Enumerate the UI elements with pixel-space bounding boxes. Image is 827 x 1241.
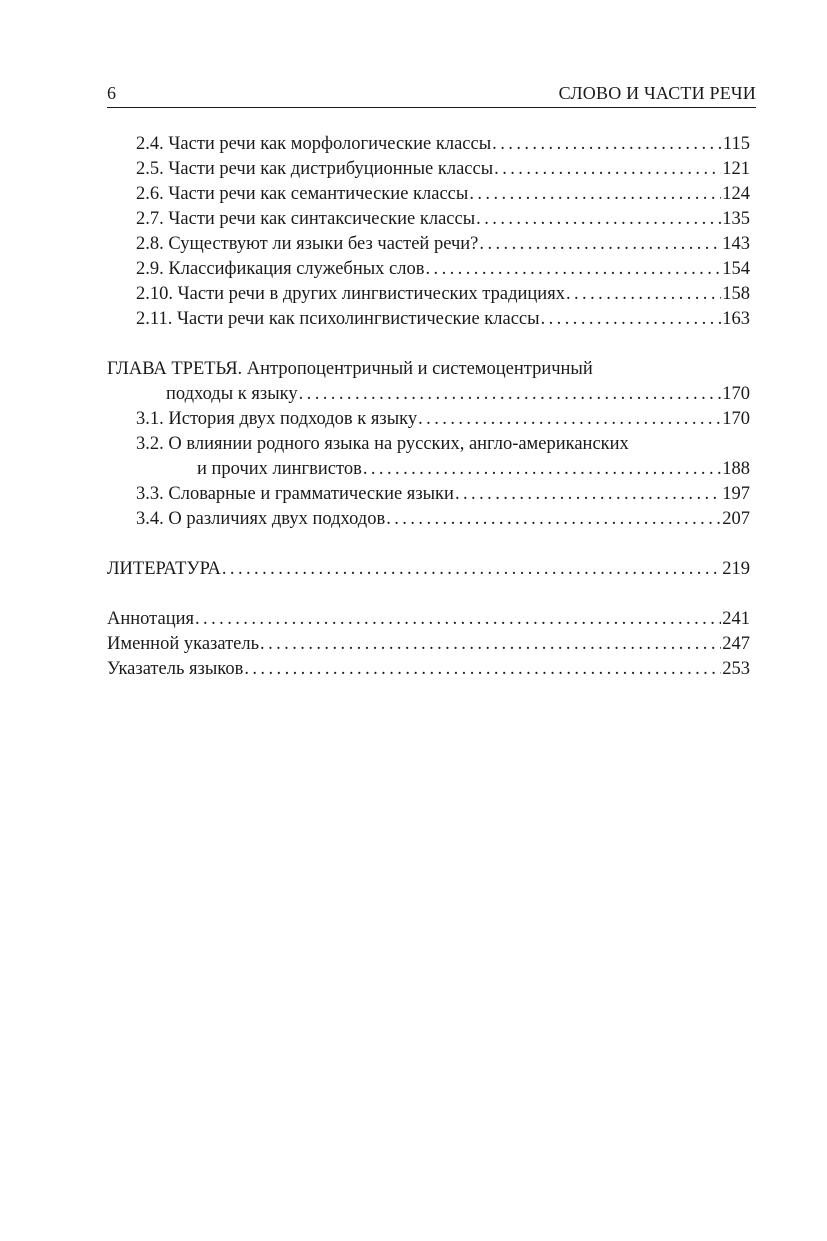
toc-entry-title: 2.4. Части речи как морфологические классы <box>136 134 492 154</box>
toc-entry-chapter-3[interactable] <box>107 382 750 407</box>
toc-entry-page: 207 <box>722 509 750 529</box>
table-of-contents <box>107 132 750 682</box>
toc-entry-2-11[interactable] <box>107 307 750 332</box>
dot-leader <box>244 657 721 682</box>
toc-entry-2-4[interactable] <box>107 132 750 157</box>
toc-entry-literature[interactable] <box>107 557 750 582</box>
running-title: СЛОВО И ЧАСТИ РЕЧИ <box>558 83 756 103</box>
spacer <box>107 332 750 357</box>
toc-entry-page: 170 <box>722 384 750 404</box>
dot-leader <box>494 157 721 182</box>
chapter-3-title-line[interactable]: ГЛАВА ТРЕТЬЯ. Антропоцентричный и системоцентричный <box>107 359 593 379</box>
dot-leader <box>492 132 722 157</box>
toc-entry-name-index[interactable] <box>107 632 750 657</box>
toc-entry-page: 219 <box>722 559 750 579</box>
toc-entry-2-5[interactable] <box>107 157 750 182</box>
toc-entry-title: ЛИТЕРАТУРА <box>107 559 221 579</box>
toc-entry-page: 197 <box>722 484 750 504</box>
toc-entry-page: 135 <box>722 209 750 229</box>
toc-entry-page: 115 <box>722 134 750 154</box>
toc-entry-title: 2.10. Части речи в других лингвистических традициях <box>136 284 565 304</box>
toc-entry-3-2[interactable] <box>107 457 750 482</box>
running-head <box>107 80 756 106</box>
toc-entry-title: 3.3. Словарные и грамматические языки <box>136 484 454 504</box>
toc-entry-page: 247 <box>722 634 750 654</box>
dot-leader <box>455 482 721 507</box>
toc-entry-page: 158 <box>722 284 750 304</box>
header-rule <box>107 107 756 108</box>
toc-entry-title: 3.1. История двух подходов к языку <box>136 409 418 429</box>
toc-entry-page: 170 <box>722 409 750 429</box>
toc-entry-title: и прочих лингвистов <box>197 459 362 479</box>
toc-entry-title: подходы к языку <box>166 384 298 404</box>
dot-leader <box>195 607 721 632</box>
dot-leader <box>299 382 722 407</box>
toc-entry-title: 2.6. Части речи как семантические классы <box>136 184 469 204</box>
toc-entry-2-10[interactable] <box>107 282 750 307</box>
dot-leader <box>222 557 721 582</box>
dot-leader <box>363 457 721 482</box>
dot-leader <box>469 182 721 207</box>
dot-leader <box>566 282 721 307</box>
spacer <box>107 532 750 557</box>
dot-leader <box>418 407 721 432</box>
toc-entry-title: 2.5. Части речи как дистрибуционные классы <box>136 159 494 179</box>
page-number: 6 <box>107 83 116 103</box>
dot-leader <box>476 207 721 232</box>
toc-entry-3-3[interactable] <box>107 482 750 507</box>
dot-leader <box>541 307 722 332</box>
toc-entry-language-index[interactable] <box>107 657 750 682</box>
toc-entry-page: 241 <box>722 609 750 629</box>
toc-entry-2-6[interactable] <box>107 182 750 207</box>
toc-entry-title: 3.4. О различиях двух подходов <box>136 509 386 529</box>
toc-entry-title: 2.7. Части речи как синтаксические классы <box>136 209 476 229</box>
toc-entry-page: 121 <box>722 159 750 179</box>
toc-entry-title: 2.11. Части речи как психолингвистические классы <box>136 309 540 329</box>
toc-entry-page: 154 <box>722 259 750 279</box>
toc-entry-annotation[interactable] <box>107 607 750 632</box>
toc-entry-2-9[interactable] <box>107 257 750 282</box>
toc-entry-3-2-line[interactable]: 3.2. О влиянии родного языка на русских, англо-американских <box>136 434 629 454</box>
dot-leader <box>479 232 721 257</box>
toc-entry-page: 124 <box>722 184 750 204</box>
toc-entry-page: 163 <box>722 309 750 329</box>
toc-entry-title: 2.9. Классификация служебных слов <box>136 259 425 279</box>
dot-leader <box>425 257 721 282</box>
toc-entry-2-8[interactable] <box>107 232 750 257</box>
toc-entry-title: Указатель языков <box>107 659 244 679</box>
dot-leader <box>386 507 721 532</box>
toc-entry-3-1[interactable] <box>107 407 750 432</box>
toc-entry-title: 2.8. Существуют ли языки без частей речи? <box>136 234 479 254</box>
toc-entry-3-4[interactable] <box>107 507 750 532</box>
toc-entry-page: 188 <box>722 459 750 479</box>
toc-entry-2-7[interactable] <box>107 207 750 232</box>
toc-entry-page: 143 <box>722 234 750 254</box>
toc-entry-title: Именной указатель <box>107 634 260 654</box>
dot-leader <box>260 632 721 657</box>
toc-entry-page: 253 <box>722 659 750 679</box>
spacer <box>107 582 750 607</box>
toc-entry-title: Аннотация <box>107 609 194 629</box>
